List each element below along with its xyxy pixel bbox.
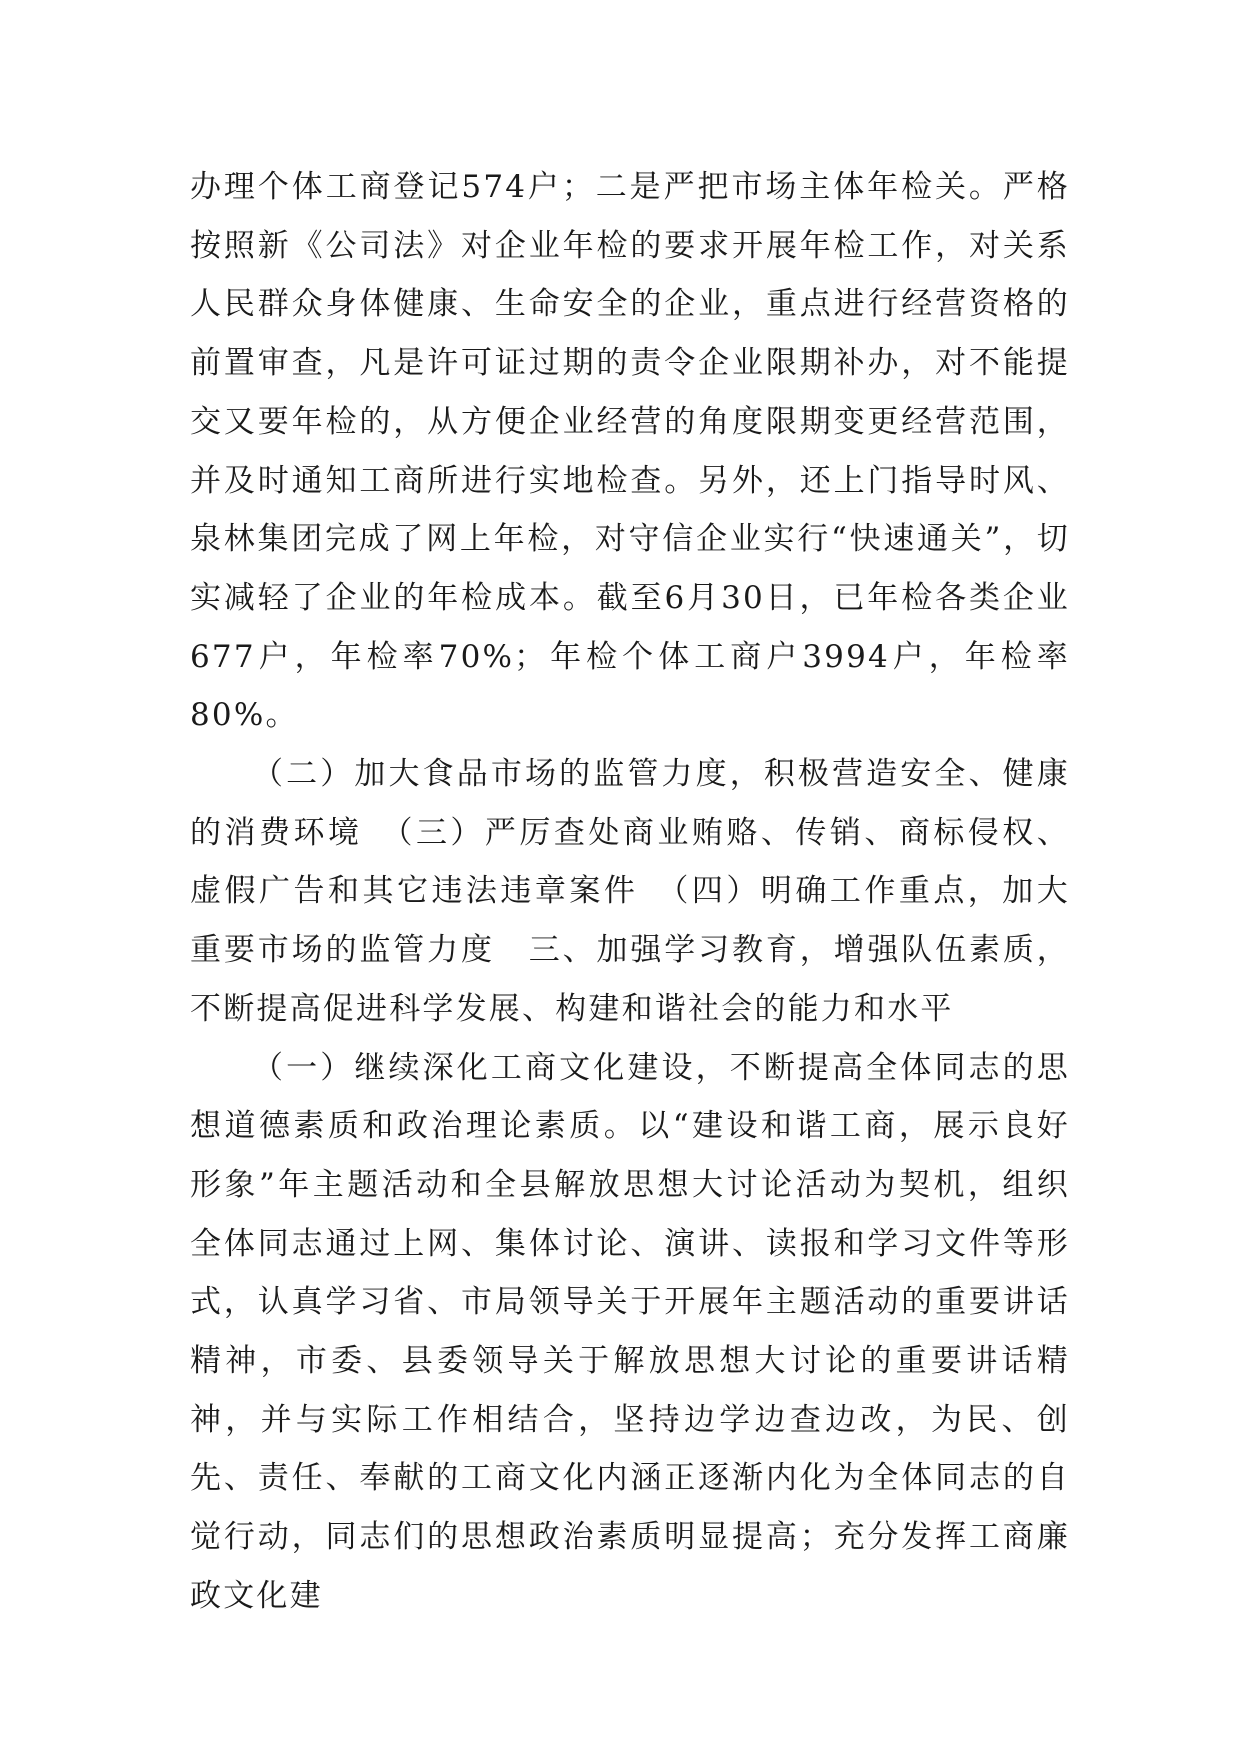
paragraph-registration-inspection: 办理个体工商登记574户；二是严把市场主体年检关。严格按照新《公司法》对企业年检的要求开展年检工作，对关系人民群众身体健康、生命安全的企业，重点进行经营资格的前置审查，凡是许可证过期的责令企业限期补办，对不能提交又要年检的，从方便企业经营的角度限期变更经营范围，并及时通知工商所进行实地检查。另外，还上门指导时风、泉林集团完成了网上年检，对守信企业实行“快速通关”，切实减轻了企业的年检成本。截至6月30日，已年检各类企业677户，年检率70%；年检个体工商户3994户，年检率80%。 xyxy=(190,169,1070,734)
paragraph-section-headings: （二）加大食品市场的监管力度，积极营造安全、健康的消费环境 （三）严厉查处商业贿赂、传销、商标侵权、虚假广告和其它违法违章案件 （四）明确工作重点，加大重要市场的监管力度 三、加强学习教育，增强队伍素质，不断提高促进科学发展、构建和谐社会的能力和水平 xyxy=(190,756,1070,1027)
paragraph-culture-building: （一）继续深化工商文化建设，不断提高全体同志的思想道德素质和政治理论素质。以“建设和谐工商，展示良好形象”年主题活动和全县解放思想大讨论活动为契机，组织全体同志通过上网、集体讨论、演讲、读报和学习文件等形式，认真学习省、市局领导关于开展年主题活动的重要讲话精神，市委、县委领导关于解放思想大讨论的重要讲话精神，并与实际工作相结合，坚持边学边查边改，为民、创先、责任、奉献的工商文化内涵正逐渐内化为全体同志的自觉行动，同志们的思想政治素质明显提高；充分发挥工商廉政文化建 xyxy=(190,1049,1070,1614)
document-body xyxy=(190,158,1070,1626)
